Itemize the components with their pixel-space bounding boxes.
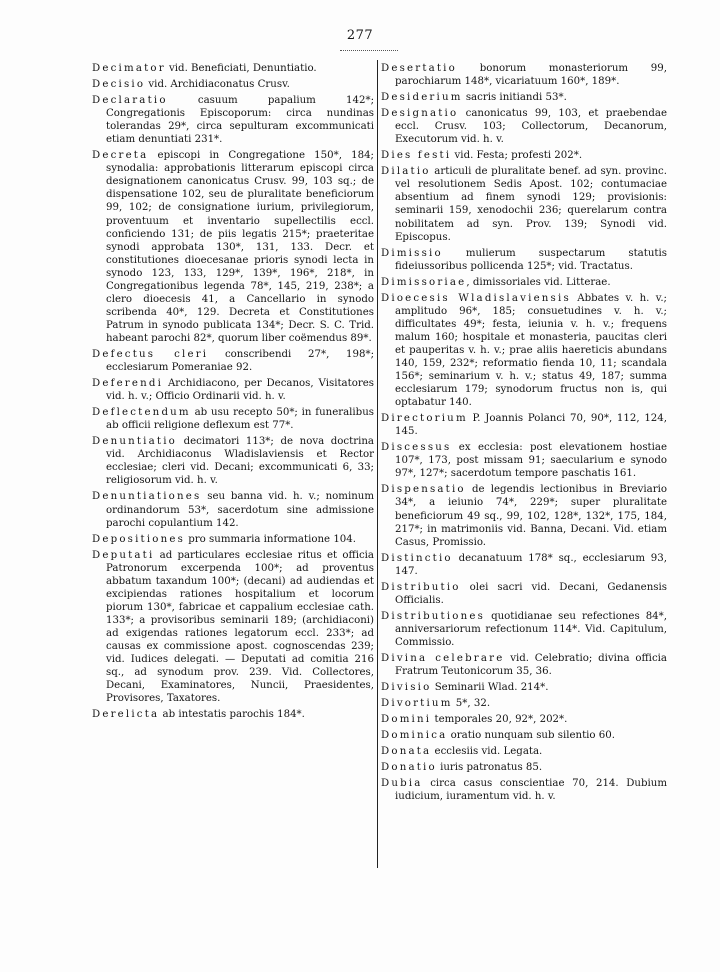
entry-references: ad particulares ecclesiae ritus et officia Patronorum excerpenda 100*; ad proventus abbatum taxandum 100*; (decani) ad audiendas et excipiendas rationes hospitalium et locorum piorum 130*, fabricae et cappalium ecclesiae cath. 133*; a provisoribus seminarii 189; (archidiaconi) ad exigendas rationes legatorum eccl. 233*; ad causas ex commissione apost. cognoscendas 239; vid. Iudices delegati. — Deputati ad comitia 216 sq., ad synodum prov. 239. Vid. Collectores, Decani, Examinatores, Nuncii, Praesidentes, Provisores, Taxatores.: [106, 549, 374, 705]
entry-headword: Dispensatio: [381, 484, 466, 496]
entry-references: iuris patronatus 85.: [436, 762, 543, 774]
entry-references: Abbates v. h. v.; amplitudo 96*, 185; consuetudines v. h. v.; difficultates 49*; festa, ieiunia v. h. v.; frequens malum 160; hospitale et monasteria, paucitas cleri et pauperitas v. h. v.; prae aliis haereticis abundans 140, 159, 232*; reformatio fienda 10, 11; scandala 156*; seminarium v. h. v.; status 49, 187; summa ecclesiarum 179; synodorum fructus non is, qui optabatur 140.: [395, 292, 667, 409]
entry-headword: Deferendi: [92, 378, 164, 390]
entry-references: ab intestatis parochis 184*.: [159, 709, 305, 721]
index-entry: [92, 549, 374, 706]
index-entry: [381, 483, 667, 548]
entry-headword: Depositiones: [92, 533, 186, 545]
entry-references: de legendis lectionibus in Breviario 34*, a ieiunio 74*, 229*; super pluralitate beneficiorum 49 sq., 99, 102, 128*, 132*, 175, 184, 217*; in matrimoniis vid. Banna, Decani. Vid. etiam Casus, Promissio.: [395, 484, 667, 548]
entry-headword: Dies festi: [381, 150, 452, 162]
index-entry: [381, 247, 667, 273]
index-entry: [381, 552, 667, 578]
index-entry: [381, 729, 667, 742]
entry-headword: Dilatio: [381, 166, 431, 178]
entry-headword: Discessus: [381, 442, 452, 454]
index-entry: [381, 165, 667, 243]
index-entry: [92, 533, 374, 546]
entry-headword: Dominica: [381, 730, 448, 742]
index-entry: [381, 610, 667, 649]
entry-references: vid. Archidiaconatus Crusv.: [145, 79, 290, 91]
index-entry: [381, 62, 667, 88]
entry-headword: Decreta: [92, 150, 149, 162]
entry-headword: Domini: [381, 714, 432, 726]
index-entry: [92, 406, 374, 432]
entry-headword: Declaratio: [92, 95, 168, 107]
entry-headword: Distributiones: [381, 610, 486, 622]
entry-references: sacris initiandi 53*.: [462, 92, 567, 104]
entry-headword: Donata: [381, 746, 432, 758]
entry-references: bonorum monasteriorum 99, parochiarum 148*, vicariatuum 160*, 189*.: [395, 63, 667, 88]
entry-references: 5*, 32.: [452, 698, 491, 710]
index-entry: [381, 681, 667, 694]
entry-headword: Denuntiatio: [92, 436, 177, 448]
entry-headword: Deputati: [92, 549, 155, 561]
index-entry: [381, 713, 667, 726]
entry-references: vid. Festa; profesti 202*.: [451, 150, 583, 162]
index-entry: [92, 62, 374, 75]
entry-references: vid. Celebratio; divina officia Fratrum Teutonicorum 35, 36.: [395, 652, 667, 678]
entry-headword: Desertatio: [381, 63, 457, 74]
entry-headword: Distributio: [381, 581, 461, 593]
index-entry: [381, 697, 667, 710]
entry-references: articuli de pluralitate benef. ad syn. provinc. vel resolutionem Sedis Apost. 102; contumaciae absentium ad finem synodi 129; provisionis: seminarii 159, xenodochii 236; querelarum contra nobilitatem ad syn. Prov. 139; Synodi vid. Episcopus.: [395, 166, 667, 243]
entry-references: episcopi in Congregatione 150*, 184; synodalia: approbationis litterarum episcopi circa designationem canonicatus Crusv. 99, 103 sq.; de dispensatione 102, seu de pluralitate beneficiorum 99, 102; de consignatione iurium, privilegiorum, proventuum et inventario supellectilis eccl. conficiendo 131; de piis legatis 215*; praeteritae synodi approbata 130*, 131, 133. Decr. et constitutiones dioecesanae prioris synodi lecta in synodo 123, 133, 129*, 139*, 196*, 218*, in Congregationibus legenda 78*, 145, 219, 238*; a clero dioecesis 41, a Cancellario in synodo scribenda 40*, 129. Decreta et Constitutiones Patrum in synodo publicata 134*; Decr. S. C. Trid. habeant parochi 82*, quorum liber coëmendus 89*.: [106, 150, 374, 344]
index-entry: [92, 78, 374, 91]
index-entry: [381, 292, 667, 409]
entry-headword: Designatio: [381, 108, 459, 120]
entry-headword: Desiderium: [381, 92, 463, 104]
entry-references: canonicatus 99, 103, et praebendae eccl. Crusv. 103; Collectorum, Decanorum, Executorum vid. h. v.: [395, 108, 667, 146]
entry-references: conscribendi 27*, 198*; ecclesiarum Pomeraniae 92.: [106, 348, 374, 374]
entry-headword: Donatio: [381, 762, 437, 774]
entry-references: quotidianae seu refectiones 84*, anniversariorum refectionum 114*. Vid. Capitulum, Commissio.: [395, 610, 667, 648]
column-divider: [377, 60, 378, 868]
index-entry: [381, 777, 667, 803]
entry-headword: Divortium: [381, 698, 453, 710]
entry-headword: Dimissoriae: [381, 276, 467, 288]
entry-headword: Decisio: [92, 79, 146, 91]
left-column: [92, 62, 374, 724]
entry-headword: Denuntiationes: [92, 491, 202, 503]
entry-references: temporales 20, 92*, 202*.: [431, 714, 568, 726]
entry-headword: Divisio: [381, 682, 432, 694]
entry-headword: Dubia: [381, 778, 423, 790]
index-entry: [381, 412, 667, 438]
entry-references: decanatuum 178* sq., ecclesiarum 93, 147.: [395, 552, 667, 577]
entry-headword: Decimator: [92, 63, 166, 74]
index-entry: [381, 441, 667, 480]
entry-references: vid. Beneficiati, Denuntiatio.: [165, 63, 317, 74]
entry-references: mulierum suspectarum statutis fideiussoribus pollicenda 125*; vid. Tractatus.: [395, 247, 667, 272]
entry-references: pro summaria informatione 104.: [185, 533, 356, 545]
index-entry: [92, 348, 374, 374]
index-entry: [92, 149, 374, 345]
index-entry: [92, 94, 374, 146]
entry-headword: Deflectendum: [92, 407, 191, 419]
index-entry: [92, 377, 374, 403]
entry-references: , dimissoriales vid. Litterae.: [466, 276, 611, 288]
page-number-ornament: [340, 46, 398, 51]
index-entry: [381, 761, 667, 774]
entry-references: seu banna vid. h. v.; nominum ordinandorum 53*, sacerdotum sine admissione parochi copulantium 142.: [106, 491, 374, 529]
entry-headword: Directorium: [381, 413, 468, 425]
entry-references: ecclesiis vid. Legata.: [431, 746, 543, 758]
entry-references: Archidiacono, per Decanos, Visitatores vid. h. v.; Officio Ordinarii vid. h. v.: [106, 378, 374, 403]
index-entry: [381, 276, 667, 289]
right-column: [381, 62, 667, 806]
index-entry: [381, 652, 667, 678]
entry-references: ab usu recepto 50*; in funeralibus ab officii religione deflexum est 77*.: [106, 407, 374, 432]
entry-headword: Distinctio: [381, 552, 453, 564]
page-number: 277: [346, 28, 374, 43]
entry-references: Seminarii Wlad. 214*.: [431, 682, 549, 694]
entry-references: casuum papalium 142*; Congregationis Episcoporum: circa nundinas tolerandas 29*, circa sepulturam excommunicati etiam denuntiati 231*.: [106, 95, 374, 146]
entry-headword: Dioecesis Wladislaviensis: [381, 292, 571, 304]
index-entry: [381, 581, 667, 607]
index-entry: [92, 490, 374, 529]
entry-references: circa casus conscientiae 70, 214. Dubium iudicium, iuramentum vid. h. v.: [395, 778, 667, 803]
entry-references: oratio nunquam sub silentio 60.: [447, 730, 616, 742]
entry-headword: Dimissio: [381, 247, 443, 259]
entry-headword: Defectus cleri: [92, 348, 209, 360]
entry-references: P. Joannis Polanci 70, 90*, 112, 124, 145.: [395, 413, 667, 438]
index-entry: [381, 149, 667, 162]
index-entry: [381, 745, 667, 758]
entry-references: olei sacri vid. Decani, Gedanensis Officialis.: [395, 581, 667, 606]
index-entry: [381, 107, 667, 146]
entry-references: ex ecclesia: post elevationem hostiae 107*, 173, post missam 91; saecularium e synodo 97*, 127*; sacerdotum tempore paschatis 161.: [395, 442, 667, 480]
entry-references: decimatori 113*; de nova doctrina vid. Archidiaconus Wladislaviensis et Rector ecclesiae; cleri vid. Decani; excommunicati 6, 33; religiosorum vid. h. v.: [106, 436, 374, 487]
index-entry: [381, 91, 667, 104]
entry-headword: Divina celebrare: [381, 652, 505, 664]
entry-headword: Derelicta: [92, 709, 160, 721]
index-entry: [92, 435, 374, 487]
index-entry: [92, 708, 374, 721]
